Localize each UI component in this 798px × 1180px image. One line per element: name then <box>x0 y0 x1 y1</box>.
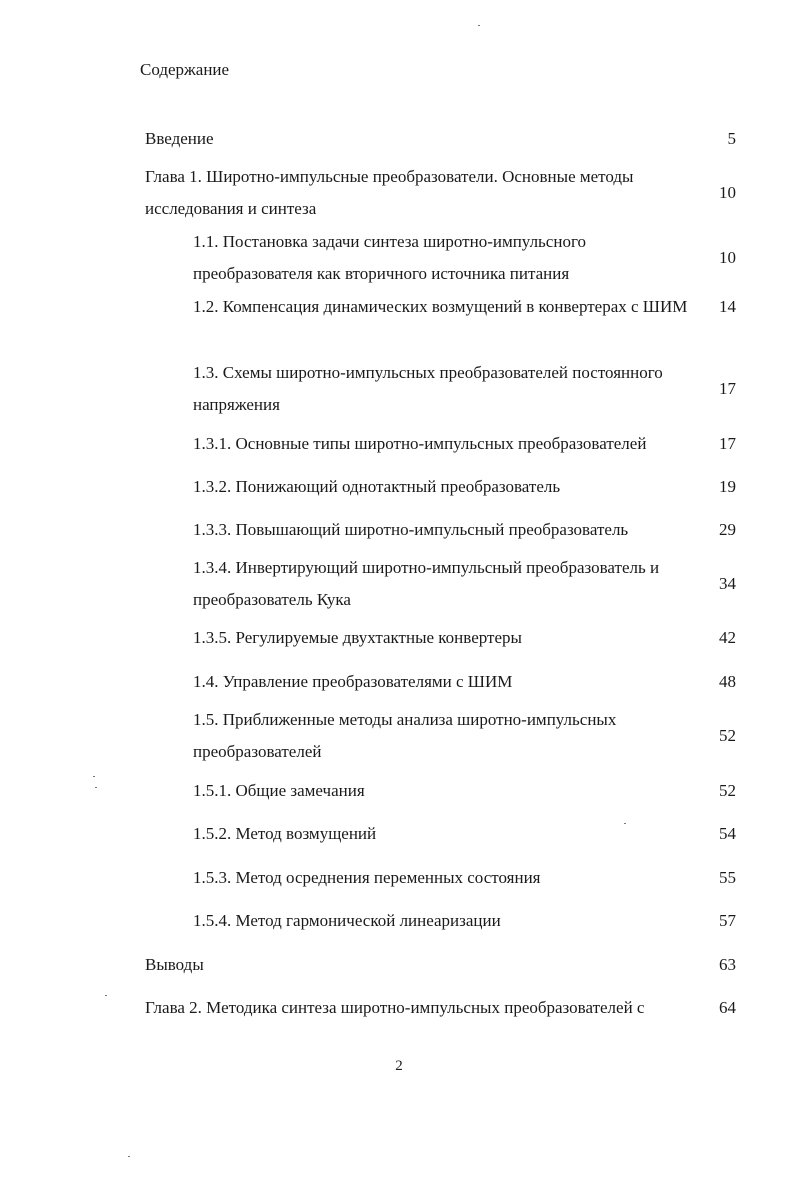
toc-entry-page: 54 <box>719 824 736 843</box>
toc-entry-page: 52 <box>719 781 736 800</box>
toc-entry-page: 48 <box>719 672 736 691</box>
toc-entry-1-3 <box>193 357 738 421</box>
toc-entry-1-5 <box>193 704 738 768</box>
toc-entry-text: 1.3.4. Инвертирующий широтно-импульсный преобразователь и преобразователь Кука <box>193 558 660 609</box>
toc-entry-page: 17 <box>719 434 736 453</box>
toc-entry-chapter-2 <box>145 992 738 1024</box>
scan-speck <box>128 1156 130 1157</box>
toc-entry-1-3-1 <box>193 428 738 460</box>
toc-entry-page: 29 <box>719 520 736 539</box>
toc-entry-1-3-2 <box>193 471 738 503</box>
toc-entry-text: 1.5.1. Общие замечания <box>193 781 365 800</box>
toc-entry-page: 17 <box>719 379 736 398</box>
toc-entry-page: 10 <box>719 183 736 202</box>
toc-entry-text: Выводы <box>145 955 204 974</box>
toc-entry-page: 52 <box>719 726 736 745</box>
toc-entry-text: 1.4. Управление преобразователями с ШИМ <box>193 672 513 691</box>
toc-entry-1-3-3 <box>193 514 738 546</box>
page-number: 2 <box>395 1058 403 1074</box>
toc-entry-1-3-5 <box>193 622 738 654</box>
toc-entry-text: 1.3. Схемы широтно-импульсных преобразователей постоянного напряжения <box>193 363 663 414</box>
toc-entry-text: 1.5.3. Метод осреднения переменных состояния <box>193 868 541 887</box>
toc-entry-1-5-2 <box>193 818 738 850</box>
toc-entry-intro <box>145 123 738 155</box>
toc-entry-page: 19 <box>719 477 736 496</box>
toc-entry-1-5-4 <box>193 905 738 937</box>
toc-entry-text: 1.5.2. Метод возмущений <box>193 824 377 843</box>
toc-entry-1-1 <box>193 226 738 290</box>
toc-entry-page: 14 <box>719 297 736 316</box>
scan-speck <box>624 823 626 824</box>
toc-entry-1-2 <box>193 291 738 323</box>
toc-entry-1-5-1 <box>193 775 738 807</box>
scan-speck <box>478 25 480 26</box>
toc-entry-text: Глава 2. Методика синтеза широтно-импульсных преобразователей с <box>145 998 645 1017</box>
toc-entry-page: 42 <box>719 628 736 647</box>
toc-entry-page: 10 <box>719 248 736 267</box>
toc-entry-text: 1.3.3. Повышающий широтно-импульсный преобразователь <box>193 520 629 539</box>
toc-entry-text: 1.5. Приближенные методы анализа широтно-импульсных преобразователей <box>193 710 617 761</box>
toc-entry-page: 63 <box>719 955 736 974</box>
toc-entry-text: 1.3.5. Регулируемые двухтактные конвертеры <box>193 628 522 647</box>
toc-entry-chapter-1 <box>145 161 738 225</box>
scan-speck <box>93 776 95 777</box>
toc-entry-text: 1.1. Постановка задачи синтеза широтно-импульсного преобразователя как вторичного источника питания <box>193 232 586 283</box>
toc-entry-text: Введение <box>145 129 214 148</box>
toc-entry-page: 64 <box>719 998 736 1017</box>
scan-speck <box>105 995 107 996</box>
scan-speck <box>95 787 97 788</box>
toc-entry-1-4 <box>193 666 738 698</box>
toc-entry-text: 1.2. Компенсация динамических возмущений в конвертерах с ШИМ <box>193 297 688 316</box>
toc-entry-conclusions <box>145 949 738 981</box>
toc-entry-text: 1.3.1. Основные типы широтно-импульсных преобразователей <box>193 434 647 453</box>
toc-entry-text: Глава 1. Широтно-импульсные преобразователи. Основные методы исследования и синтеза <box>145 167 634 218</box>
toc-entry-page: 5 <box>727 129 736 148</box>
toc-entry-page: 34 <box>719 574 736 593</box>
toc-entry-text: 1.5.4. Метод гармонической линеаризации <box>193 911 501 930</box>
toc-entry-1-5-3 <box>193 862 738 894</box>
toc-entry-page: 55 <box>719 868 736 887</box>
toc-entry-text: 1.3.2. Понижающий однотактный преобразователь <box>193 477 561 496</box>
toc-entry-page: 57 <box>719 911 736 930</box>
toc-entry-1-3-4 <box>193 552 738 616</box>
page-title: Содержание <box>140 60 230 79</box>
